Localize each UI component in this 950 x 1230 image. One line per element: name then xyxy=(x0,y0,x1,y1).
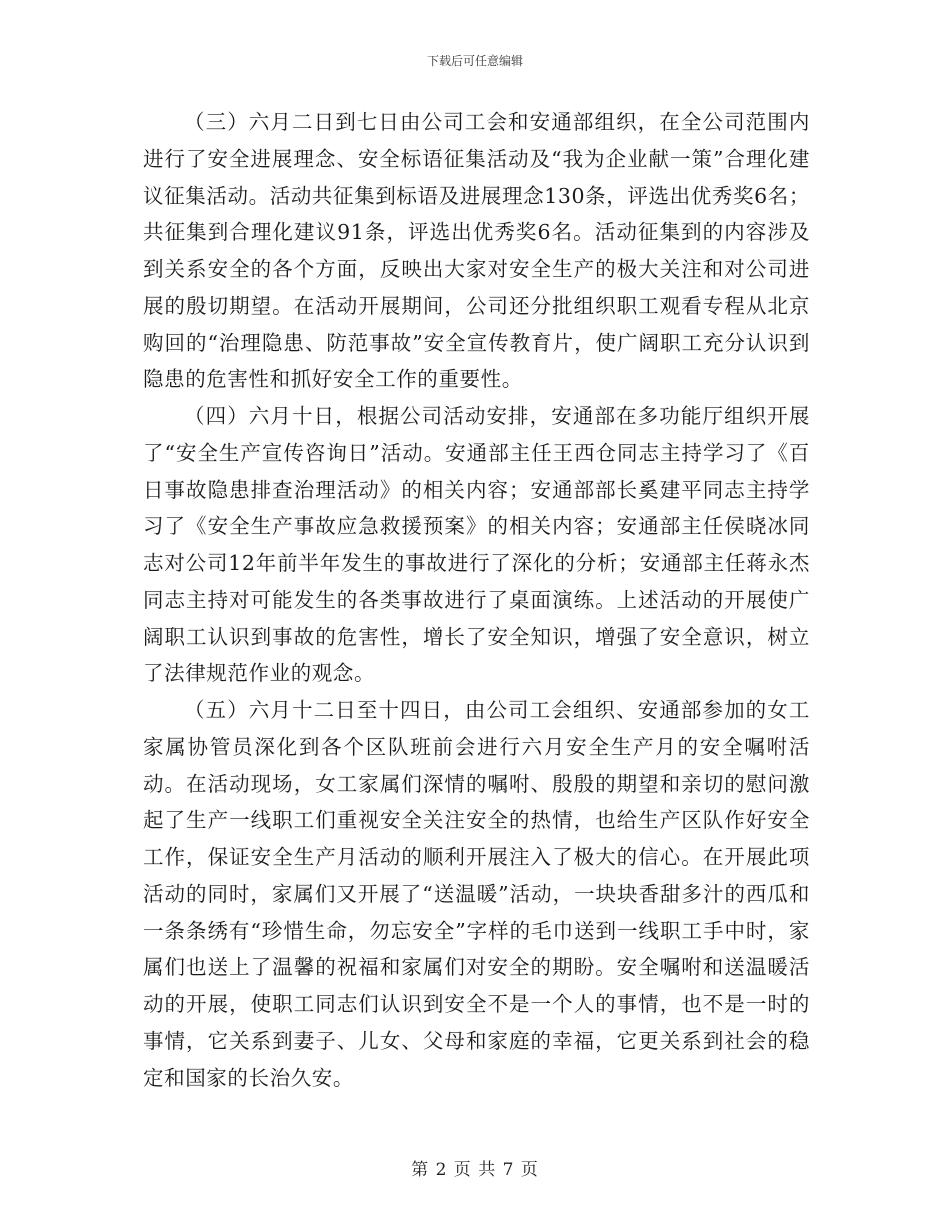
page-header: 下载后可任意编辑 xyxy=(426,54,523,68)
paragraph-3: （三）六月二日到七日由公司工会和安通部组织，在全公司范围内进行了安全进展理念、安全标语征集活动及“我为企业献一策”合理化建议征集活动。活动共征集到标语及进展理念130条，评选出优秀奖6名；共征集到合理化建议91条，评选出优秀奖6名。活动征集到的内容涉及到关系安全的各个方面，反映出大家对安全生产的极大关注和对公司进展的殷切期望。在活动开展期间，公司还分批组织职工观看专程从北京购回的“治理隐患、防范事故”安全宣传教育片，使广阔职工充分认识到隐患的危害性和抓好安全工作的重要性。 xyxy=(143,110,810,392)
page-number: 第 2 页 共 7 页 xyxy=(411,1160,539,1180)
body-text xyxy=(143,104,810,1096)
paragraph-4: （四）六月十日，根据公司活动安排，安通部在多功能厅组织开展了“安全生产宣传咨询日”活动。安通部主任王西仓同志主持学习了《百日事故隐患排查治理活动》的相关内容；安通部部长奚建平同志主持学习了《安全生产事故应急救援预案》的相关内容；安通部主任侯晓冰同志对公司12年前半年发生的事故进行了深化的分析；安通部主任蒋永杰同志主持对可能发生的各类事故进行了桌面演练。上述活动的开展使广阔职工认识到事故的危害性，增长了安全知识，增强了安全意识，树立了法律规范作业的观念。 xyxy=(143,404,810,686)
paragraph-5: （五）六月十二日至十四日，由公司工会组织、安通部参加的女工家属协管员深化到各个区队班前会进行六月安全生产月的安全嘱咐活动。在活动现场，女工家属们深情的嘱咐、殷殷的期望和亲切的慰问激起了生产一线职工们重视安全关注安全的热情，也给生产区队作好安全工作，保证安全生产月活动的顺利开展注入了极大的信心。在开展此项活动的同时，家属们又开展了“送温暖”活动，一块块香甜多汁的西瓜和一条条绣有“珍惜生命，勿忘安全”字样的毛巾送到一线职工手中时，家属们也送上了温馨的祝福和家属们对安全的期盼。安全嘱咐和送温暖活动的开展，使职工同志们认识到安全不是一个人的事情，也不是一时的事情，它关系到妻子、儿女、父母和家庭的幸福，它更关系到社会的稳定和国家的长治久安。 xyxy=(143,698,810,1090)
